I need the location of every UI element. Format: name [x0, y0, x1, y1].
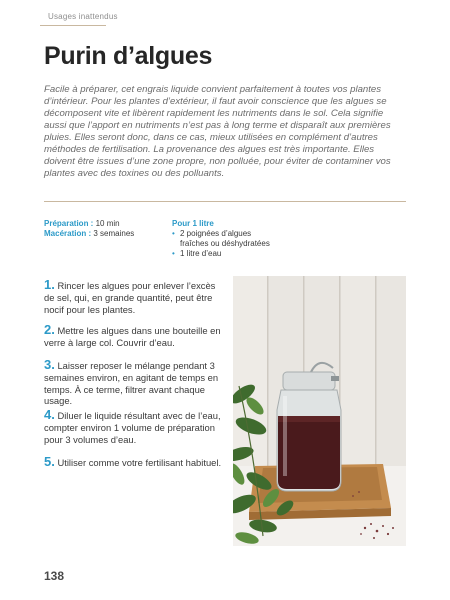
- step-item: [44, 359, 222, 407]
- ingredient-item: [172, 229, 270, 249]
- step-text: Mettre les algues dans une bouteille en verre à large col. Couvrir d’eau.: [44, 325, 221, 348]
- step-text: Utiliser comme votre fertilisant habituel.: [57, 457, 222, 468]
- page-number: 138: [44, 569, 65, 583]
- seaweed-fertilizer-photo: [233, 276, 406, 546]
- preparation-line: [44, 219, 134, 229]
- intro-divider: [44, 201, 406, 202]
- ingredients-title: Pour 1 litre: [172, 219, 214, 228]
- step-item: [44, 279, 222, 315]
- ingredients-list: [172, 229, 270, 259]
- ingredient-text: • 1 litre d’eau: [180, 249, 222, 258]
- timing-info: [44, 219, 134, 239]
- step-text: Diluer le liquide résultant avec de l’eau, compter environ 1 volume de préparation pour 3 volumes d’eau.: [44, 410, 221, 445]
- intro-paragraph: Facile à préparer, cet engrais liquide convient parfaitement à toutes vos plantes d’intérieur. Pour les plantes d’extérieur, il faut avoir conscience que les algues se décomposent vite et libèrent rapidement les nutriments dans le sol. Cela signifie aussi que l’apport en nutriments n’est pas à long terme et disparaît aux premières pluies. Elles seront donc, dans ce cas, mieux utilisées en complément d’autres méthodes de fertilisation. La provenance des algues est très importante. Elles doivent être issues d’une zone propre, non polluée, pour éviter de contaminer vos plantes avec des toxines ou des polluants.: [44, 84, 391, 179]
- step-number: 1.: [44, 277, 55, 292]
- step-text: Laisser reposer le mélange pendant 3 semaines environ, en agitant de temps en temps. À ce terme, filtrer avant chaque usage.: [44, 360, 219, 407]
- step-text: Rincer les algues pour enlever l’excès de sel, qui, en grande quantité, peut être nocif pour les plantes.: [44, 280, 216, 315]
- step-item: [44, 409, 222, 445]
- preparation-value: 10 min: [95, 219, 120, 228]
- maceration-line: [44, 229, 134, 239]
- section-label: Usages inattendus: [48, 12, 118, 21]
- maceration-value: 3 semaines: [93, 229, 135, 238]
- section-rule: [40, 25, 106, 26]
- step-item: [44, 324, 222, 349]
- step-number: 2.: [44, 322, 55, 337]
- step-number: 3.: [44, 357, 55, 372]
- ingredient-text: • 2 poignées d’algues: [180, 229, 252, 238]
- step-item: [44, 456, 222, 469]
- step-number: 5.: [44, 454, 55, 469]
- maceration-label: Macération :: [44, 229, 92, 238]
- preparation-label: Préparation :: [44, 219, 94, 228]
- ingredient-text-continued: fraîches ou déshydratées: [180, 239, 270, 248]
- ingredient-item: [172, 249, 270, 259]
- step-number: 4.: [44, 407, 55, 422]
- page-title: Purin d’algues: [44, 42, 213, 70]
- ingredients-block: [172, 219, 270, 259]
